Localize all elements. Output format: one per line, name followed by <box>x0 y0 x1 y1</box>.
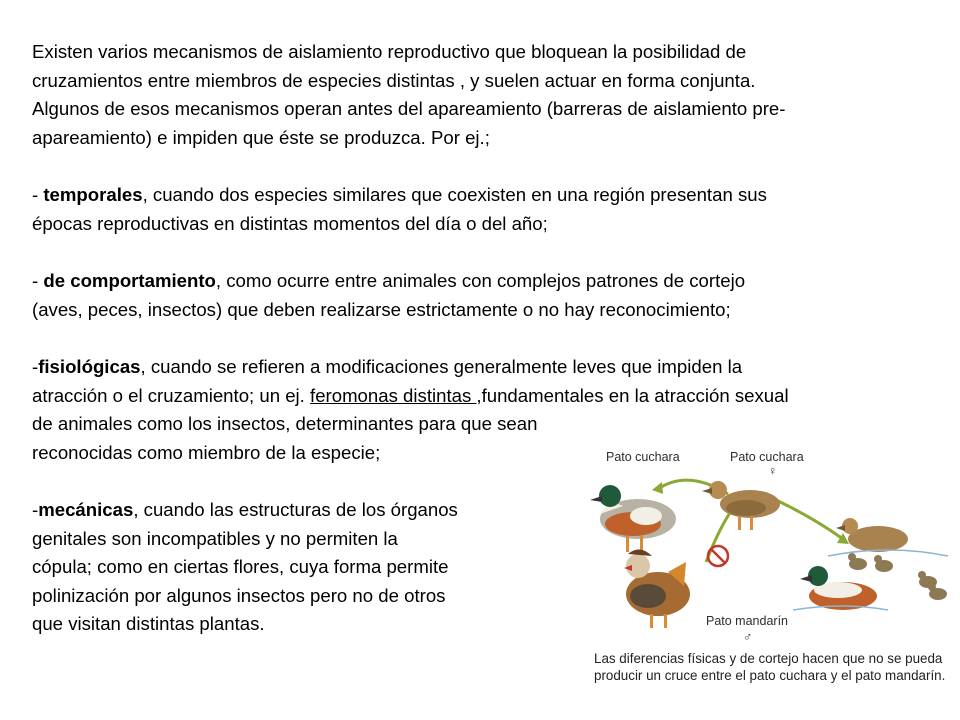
text-fragment: , cuando las estructuras de los órganos <box>133 499 458 520</box>
mandarin-duck <box>624 549 690 628</box>
duck-drawing <box>588 444 952 650</box>
text-line: que visitan distintas plantas. <box>32 613 265 634</box>
duck-illustration <box>588 444 952 712</box>
text-line: de animales como los insectos, determinantes para que sean <box>32 413 538 434</box>
text-line: cópula; como en ciertas flores, cuya forma permite <box>32 556 449 577</box>
text-line: polinización por algunos insectos pero no de otros <box>32 584 446 606</box>
text-line: Algunos de esos mecanismos operan antes del apareamiento (barreras de aislamiento pre- <box>32 98 786 119</box>
intro-paragraph <box>32 38 785 152</box>
mecanicas-paragraph <box>32 496 458 639</box>
text-line: cruzamientos entre miembros de especies distintas , y suelen actuar en forma conjunta. <box>32 69 756 91</box>
figure-caption: Las diferencias físicas y de cortejo hacen que no se pueda producir un cruce entre el pato cuchara y el pato mandarín. <box>594 651 946 683</box>
text-fragment: ,fundamentales en la atracción sexual <box>476 384 789 406</box>
text-fragment: , cuando se refieren a modificaciones generalmente leves que impiden la <box>140 356 743 377</box>
term-comportamiento: de comportamiento <box>43 270 216 291</box>
text-fragment: atracción o el cruzamiento; un ej. <box>32 384 311 406</box>
text-line: épocas reproductivas en distintas momentos del día o del año; <box>32 212 548 234</box>
text-line: (aves, peces, insectos) que deben realizarse estrictamente o no hay reconocimiento; <box>32 298 731 320</box>
text-line <box>32 382 789 411</box>
label-mandarin: Pato mandarín <box>706 614 788 628</box>
term-mecanicas: mecánicas <box>38 499 134 520</box>
label-female-shoveler: Pato cuchara <box>730 450 804 464</box>
label-male-shoveler: Pato cuchara <box>606 450 680 464</box>
text-line: Existen varios mecanismos de aislamiento reproductivo que bloquean la posibilidad de <box>32 41 747 62</box>
temporales-paragraph <box>32 181 767 238</box>
forbidden-icon <box>708 546 728 566</box>
female-symbol: ♀ <box>768 464 778 478</box>
underlined-term: feromonas distintas <box>310 384 477 406</box>
female-shoveler-duck <box>702 481 780 530</box>
text-line <box>32 267 745 296</box>
text-line: reconocidas como miembro de la especie; <box>32 441 381 463</box>
term-fisiologicas: fisiológicas <box>38 356 141 377</box>
comportamiento-paragraph <box>32 267 745 324</box>
male-shoveler-duck <box>590 485 676 552</box>
arrowhead <box>652 482 663 494</box>
text-fragment: , cuando dos especies similares que coexisten en una región presentan sus <box>142 184 767 205</box>
male-symbol: ♂ <box>743 630 753 644</box>
text-line: apareamiento) e impiden que éste se produzca. Por ej.; <box>32 126 490 148</box>
bullet-dash: - <box>32 356 39 377</box>
bullet-dash: - <box>32 184 44 205</box>
male-shoveler-swimming <box>793 566 888 610</box>
text-line <box>32 181 767 210</box>
text-line <box>32 353 789 382</box>
term-temporales: temporales <box>43 184 143 205</box>
text-line <box>32 496 458 525</box>
bullet-dash: - <box>32 270 44 291</box>
bullet-dash: - <box>32 499 39 520</box>
text-fragment: , como ocurre entre animales con complejos patrones de cortejo <box>215 270 746 291</box>
text-line: genitales son incompatibles y no permiten la <box>32 527 398 549</box>
